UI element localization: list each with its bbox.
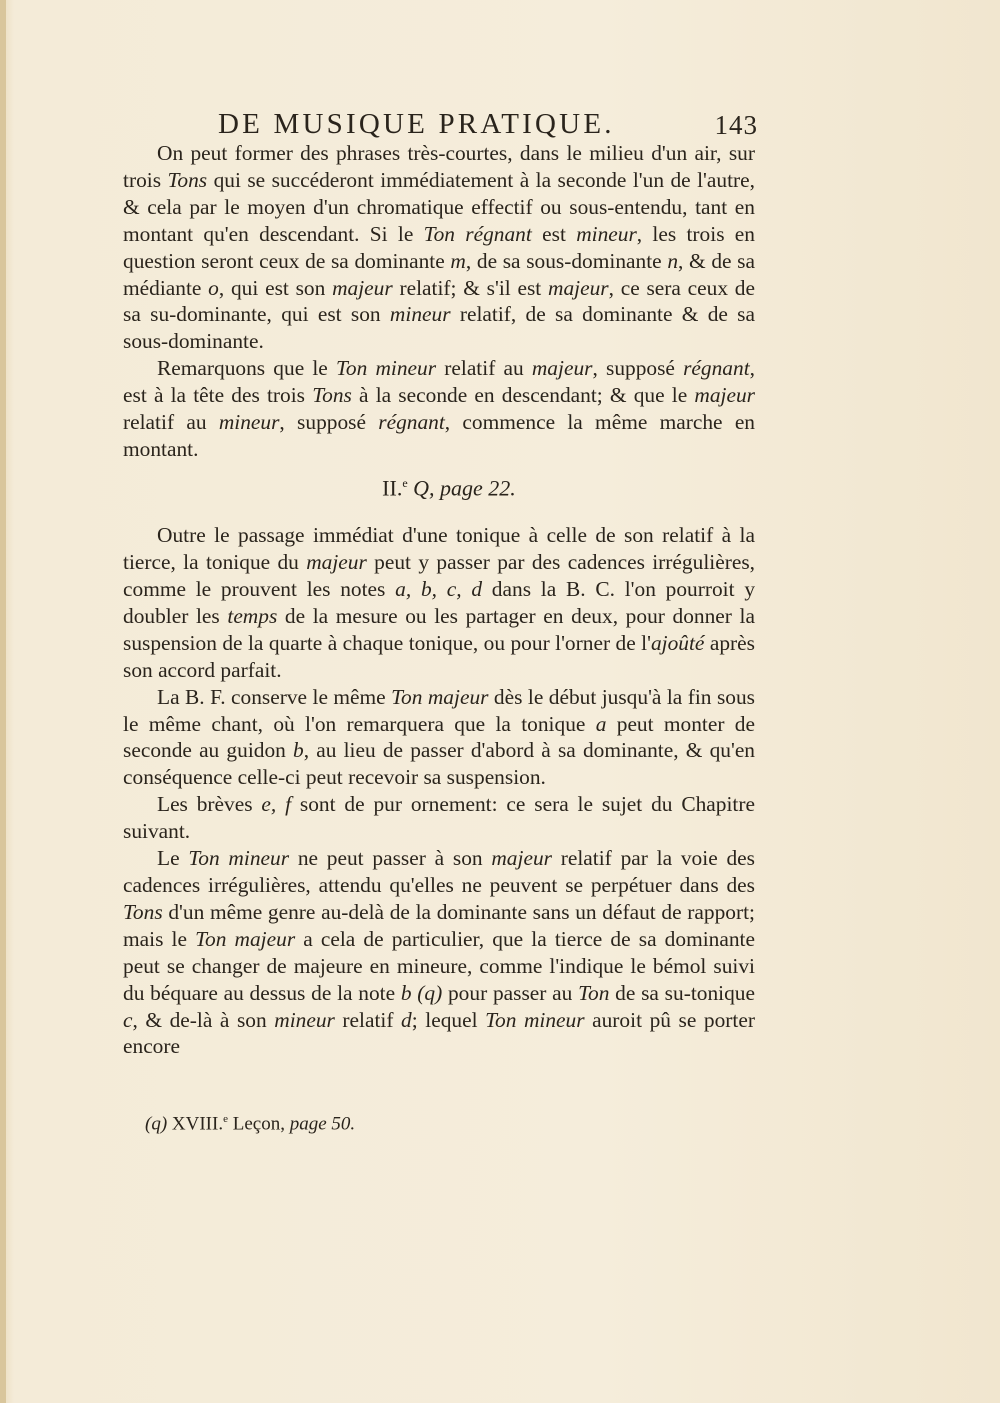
italic-run: a, b, c, d: [395, 577, 483, 602]
italic-run: régnant: [378, 410, 445, 435]
text-run: , ce sera ceux de sa su-dominante, qui est son: [123, 275, 756, 327]
italic-run: page 50.: [289, 1113, 356, 1135]
text-run: Les brèves: [157, 792, 262, 817]
italic-run: a: [595, 711, 607, 736]
italic-run: Tons: [123, 899, 163, 924]
italic-run: Ton majeur: [391, 684, 489, 709]
text-run: a cela de particulier, que la tierce de sa dominante peut se changer de majeure en mineure, comme l'indique le bémol suivi du béquare au dessus de la note: [123, 926, 755, 1005]
heading-reference: Q, page 22.: [407, 475, 516, 501]
italic-run: e, f: [261, 792, 292, 817]
text-run: Remarquons que le: [157, 356, 336, 381]
text-run: relatif; & s'il est: [392, 275, 548, 300]
text-run: dans la B. C. l'on pourroit y doubler les: [123, 577, 756, 628]
footnote: [145, 1113, 355, 1135]
text-run: de la mesure ou les partager en deux, pour donner la suspension de la quarte à chaque tonique, ou pour l'orner de l': [123, 603, 755, 655]
text-run: peut monter de seconde au guidon: [123, 711, 755, 763]
italic-run: Ton: [578, 980, 610, 1005]
italic-run: n: [667, 248, 679, 273]
page-edge: [0, 0, 6, 1403]
text-run: d'un même genre au-delà de la dominante sans un défaut de rapport; mais le: [123, 899, 755, 951]
paragraph: [123, 140, 755, 355]
italic-run: majeur: [332, 275, 393, 300]
italic-run: mineur: [576, 221, 637, 246]
running-title: DE MUSIQUE PRATIQUE.: [218, 108, 615, 140]
text-run: , commence la même marche en montant.: [123, 410, 756, 461]
italic-run: temps: [227, 603, 278, 628]
italic-run: Ton régnant: [423, 221, 532, 246]
italic-run: b: [293, 738, 304, 763]
italic-run: Ton mineur: [335, 356, 437, 381]
italic-run: (q): [145, 1113, 168, 1135]
text-run: de sa su-tonique: [609, 980, 755, 1005]
italic-run: majeur: [694, 383, 755, 408]
text-run: Le: [157, 846, 189, 871]
section-heading: [123, 467, 755, 504]
text-run: qui se succéderont immédiatement à la seconde l'un de l'autre, & cela par le moyen d'un chromatique effectif ou sous-entendu, tant en montant qu'en descendant. Si le: [123, 167, 755, 246]
text-run: , supposé: [279, 410, 379, 435]
paragraph: [123, 684, 755, 792]
text-run: , & de-là à son: [132, 1007, 275, 1032]
italic-run: c: [123, 1007, 133, 1032]
text-run: , & de sa médiante: [123, 248, 755, 300]
body-text: [123, 140, 755, 1060]
heading-numeral: II.: [382, 475, 403, 501]
italic-run: Tons: [312, 383, 352, 408]
text-run: , les trois en question seront ceux de sa dominante: [123, 221, 756, 273]
heading-superscript: e: [402, 475, 408, 490]
text-run: relatif: [334, 1007, 402, 1032]
text-run: à la seconde en descendant; & que le: [351, 383, 695, 408]
text-run: dès le début jusqu'à la fin sous le même chant, où l'on remarquera que la tonique: [123, 684, 755, 736]
italic-run: m: [450, 248, 466, 273]
text-run: Leçon,: [227, 1113, 290, 1135]
text-run: , de sa sous-dominante: [465, 248, 668, 273]
text-run: pour passer au: [442, 980, 579, 1005]
text-run: La B. F. conserve le même: [157, 684, 392, 709]
italic-run: b (q): [400, 980, 443, 1005]
italic-run: o: [208, 275, 219, 300]
text-run: relatif, de sa dominante & de sa sous-dominante.: [123, 302, 755, 354]
text-run: , est à la tête des trois: [123, 356, 755, 408]
italic-run: Tons: [167, 167, 208, 192]
italic-run: majeur: [548, 275, 609, 300]
text-run: sont de pur ornement: ce sera le sujet du Chapitre suivant.: [123, 792, 755, 844]
italic-run: majeur: [306, 550, 367, 575]
superscript-run: e: [223, 1113, 228, 1125]
text-run: XVIII.: [167, 1113, 224, 1135]
page-number: 143: [714, 110, 758, 140]
italic-run: mineur: [389, 302, 451, 327]
text-run: Outre le passage immédiat d'une tonique à celle de son relatif à la tierce, la tonique du: [123, 523, 755, 575]
text-run: ne peut passer à son: [289, 846, 492, 871]
paragraph: [123, 355, 755, 463]
italic-run: mineur: [274, 1007, 335, 1032]
italic-run: Ton mineur: [485, 1007, 585, 1032]
text-run: , qui est son: [218, 275, 333, 300]
text-run: , au lieu de passer d'abord à sa dominante, & qu'en conséquence celle-ci peut recevoir sa suspension.: [123, 738, 756, 790]
text-run: ; lequel: [411, 1007, 486, 1032]
italic-run: Ton mineur: [188, 846, 290, 871]
text-run: auroit pû se porter encore: [123, 1007, 755, 1059]
italic-run: régnant: [683, 356, 750, 381]
text-run: peut y passer par des cadences irrégulières, comme le prouvent les notes: [123, 550, 755, 602]
italic-run: majeur: [491, 846, 552, 871]
italic-run: ajoûté: [650, 630, 705, 655]
text-run: après son accord parfait.: [123, 630, 755, 682]
italic-run: d: [401, 1007, 412, 1032]
text-run: , supposé: [592, 356, 684, 381]
paragraph: [123, 791, 755, 845]
text-run: relatif au: [436, 356, 532, 381]
italic-run: Ton majeur: [195, 926, 296, 951]
text-run: est: [531, 221, 577, 246]
paragraph: [123, 522, 755, 683]
italic-run: mineur: [218, 410, 280, 435]
paragraph: [123, 845, 755, 1060]
italic-run: majeur: [531, 356, 593, 381]
text-run: relatif au: [123, 410, 219, 435]
text-run: On peut former des phrases très-courtes, dans le milieu d'un air, sur trois: [123, 141, 755, 192]
text-run: relatif par la voie des cadences irrégulières, attendu qu'elles ne peuvent se perpétuer dans des: [123, 846, 755, 897]
